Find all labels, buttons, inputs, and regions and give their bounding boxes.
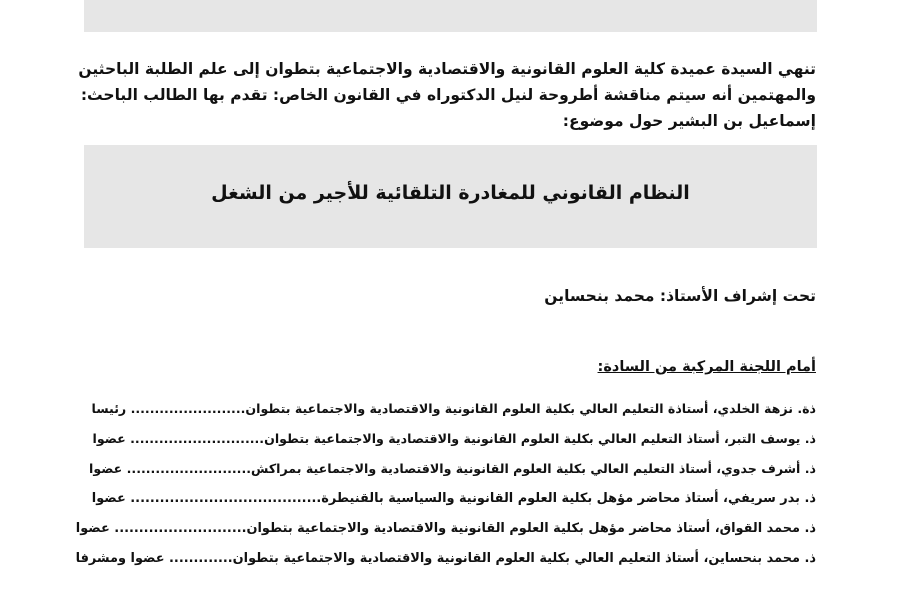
announcement-line: تنهي السيدة عميدة كلية العلوم القانونية والاقتصادية والاجتماعية بتطوان إلى علم الطلبة الباحثين xyxy=(78,60,816,78)
announcement-paragraph xyxy=(76,56,816,134)
announcement-line: والمهتمين أنه سيتم مناقشة أطروحة لنيل الدكتوراه في القانون الخاص: تقدم بها الطالب الباحث: xyxy=(80,86,816,104)
committee-member-row: ذ. بدر سريفي، أستاذ محاضر مؤهل بكلية العلوم القانونية والسياسية بالقنيطرة....................................... عضوا xyxy=(91,491,816,506)
thesis-title: النظام القانوني للمغادرة التلقائية للأجير من الشغل xyxy=(211,182,690,204)
committee-member-row: ذ. محمد القواق، أستاذ محاضر مؤهل بكلية العلوم القانونية والاقتصادية والاجتماعية بتطوان........................... عضوا xyxy=(75,521,816,536)
supervisor-line: تحت إشراف الأستاذ: محمد بنحساين xyxy=(544,287,816,305)
announcement-line: إسماعيل بن البشير حول موضوع: xyxy=(562,112,816,130)
top-shaded-band xyxy=(84,0,817,32)
committee-members-list xyxy=(76,394,816,574)
committee-member-row: ذ. محمد بنحساين، أستاذ التعليم العالي بكلية العلوم القانونية والاقتصادية والاجتماعية بتطوان............. عضوا ومشرفا xyxy=(75,551,816,566)
committee-member-row: ذ. يوسف التبر، أستاذ التعليم العالي بكلية العلوم القانونية والاقتصادية والاجتماعية بتطوان............................ عضوا xyxy=(92,431,816,446)
committee-member-row: ذة. نزهة الخلدي، أستاذة التعليم العالي بكلية العلوم القانونية والاقتصادية والاجتماعية بتطوان........................ رئيسا xyxy=(91,401,816,416)
committee-heading: أمام اللجنة المركبة من السادة: xyxy=(597,359,816,375)
committee-member-row: ذ. أشرف جدوي، أستاذ التعليم العالي بكلية العلوم القانونية والاقتصادية والاجتماعية بمراكش.......................... عضوا xyxy=(89,461,816,476)
